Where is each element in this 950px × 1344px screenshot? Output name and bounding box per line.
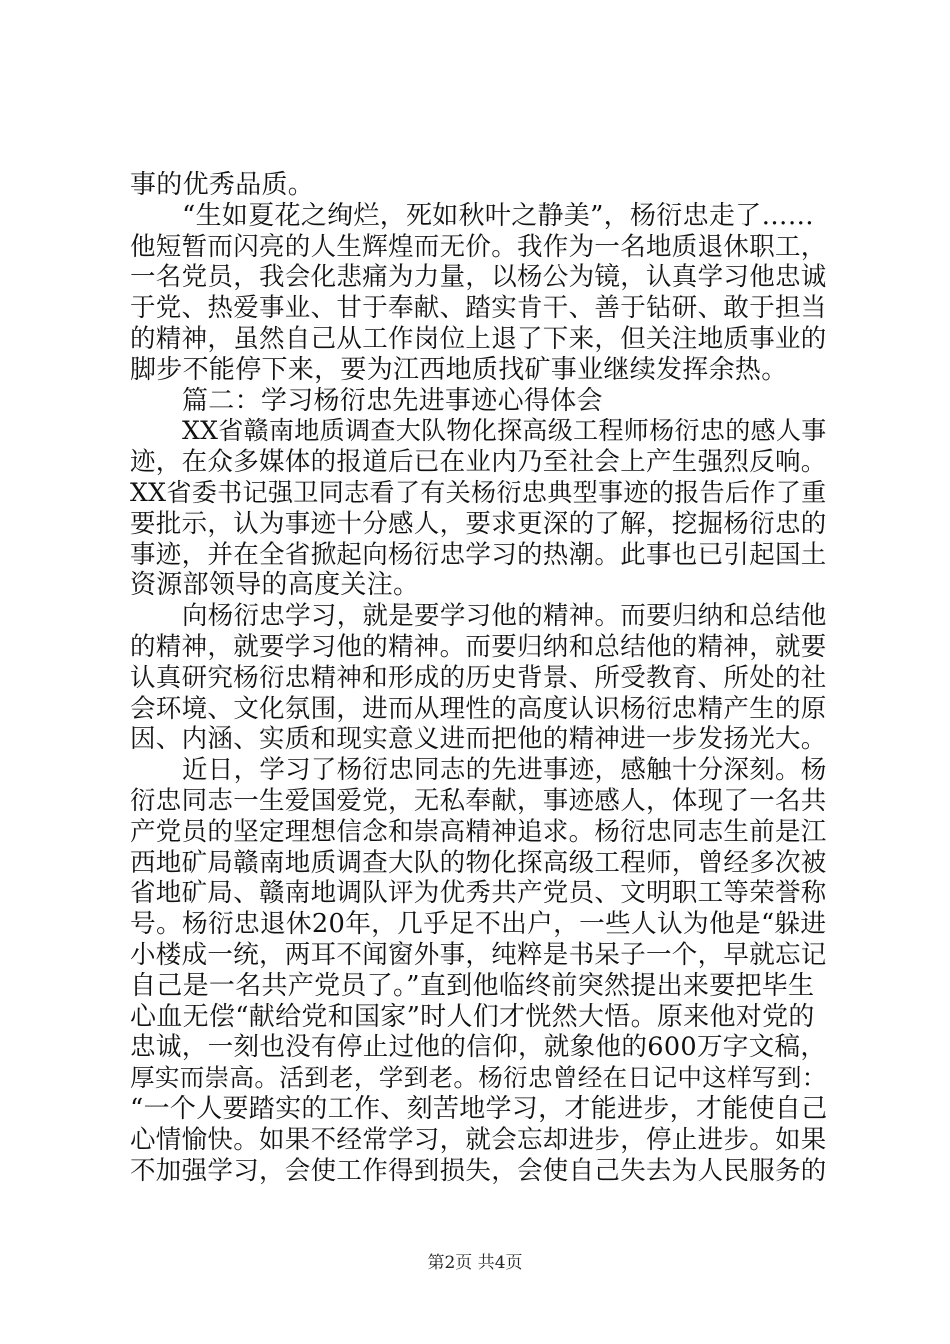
text-line: 的精神，虽然自己从工作岗位上退了下来，但关注地质事业的	[130, 323, 827, 354]
text-line: 事的优秀品质。	[130, 170, 315, 200]
text-line: 因、内涵、实质和现实意义进而把他的精神进一步发扬光大。	[130, 724, 827, 755]
text-line: 心情愉快。如果不经常学习，就会忘却进步，停止进步。如果	[130, 1124, 827, 1155]
text-line: “一个人要踏实的工作、刻苦地学习，才能进步，才能使自己	[130, 1093, 828, 1124]
text-line: 小楼成一统，两耳不闻窗外事，纯粹是书呆子一个，早就忘记	[130, 939, 827, 970]
text-line: 脚步不能停下来，要为江西地质找矿事业继续发挥余热。	[130, 354, 788, 385]
text-line: 一名党员，我会化悲痛为力量，以杨公为镜，认真学习他忠诚	[130, 262, 827, 293]
text-line: 厚实而崇高。活到老，学到老。杨衍忠曾经在日记中这样写到：	[130, 1063, 827, 1093]
text-line: 认真研究杨衍忠精神和形成的历史背景、所受教育、所处的社	[130, 662, 827, 693]
text-line: 省地矿局、赣南地调队评为优秀共产党员、文明职工等荣誉称	[130, 878, 827, 909]
text-line: 心血无偿“献给党和国家”时人们才恍然大悟。原来他对党的	[130, 1001, 815, 1032]
text-line: 向杨衍忠学习，就是要学习他的精神。而要归纳和总结他	[182, 601, 827, 632]
document-body	[130, 170, 830, 1186]
text-line: “生如夏花之绚烂，死如秋叶之静美”，杨衍忠走了……	[182, 200, 815, 231]
text-line: 的精神，就要学习他的精神。而要归纳和总结他的精神，就要	[130, 631, 827, 662]
text-line: 产党员的坚定理想信念和崇高精神追求。杨衍忠同志生前是江	[130, 816, 827, 847]
text-line: 会环境、文化氛围，进而从理性的高度认识杨衍忠精产生的原	[130, 693, 827, 724]
text-line: 资源部领导的高度关注。	[130, 570, 420, 601]
text-line: 篇二：学习杨衍忠先进事迹心得体会	[182, 385, 603, 416]
text-line: 要批示，认为事迹十分感人，要求更深的了解，挖掘杨衍忠的	[130, 508, 827, 539]
text-line: 近日，学习了杨衍忠同志的先进事迹，感触十分深刻。杨	[182, 755, 827, 786]
text-line: 不加强学习，会使工作得到损失，会使自己失去为人民服务的	[130, 1155, 827, 1186]
text-line: 自己是一名共产党员了。”直到他临终前突然提出来要把毕生	[130, 970, 815, 1001]
text-line: 事迹，并在全省掀起向杨衍忠学习的热潮。此事也已引起国土	[130, 539, 827, 570]
text-line: 号。杨衍忠退休20年，几乎足不出户，一些人认为他是“躲进	[130, 909, 827, 940]
text-line: XX省赣南地质调查大队物化探高级工程师杨衍忠的感人事	[182, 416, 827, 446]
text-line: XX省委书记强卫同志看了有关杨衍忠典型事迹的报告后作了重	[130, 477, 827, 507]
text-line: 衍忠同志一生爱国爱党，无私奉献，事迹感人，体现了一名共	[130, 785, 827, 816]
text-line: 迹，在众多媒体的报道后已在业内乃至社会上产生强烈反响。	[130, 447, 827, 478]
text-line: 西地矿局赣南地质调查大队的物化探高级工程师，曾经多次被	[130, 847, 827, 878]
text-line: 于党、热爱事业、甘于奉献、踏实肯干、善于钻研、敢于担当	[130, 293, 827, 324]
page-number-footer: 第2页 共4页	[427, 1253, 523, 1273]
text-line: 他短暂而闪亮的人生辉煌而无价。我作为一名地质退休职工，	[130, 231, 827, 262]
text-line: 忠诚，一刻也没有停止过他的信仰，就象他的600万字文稿，	[130, 1032, 827, 1063]
